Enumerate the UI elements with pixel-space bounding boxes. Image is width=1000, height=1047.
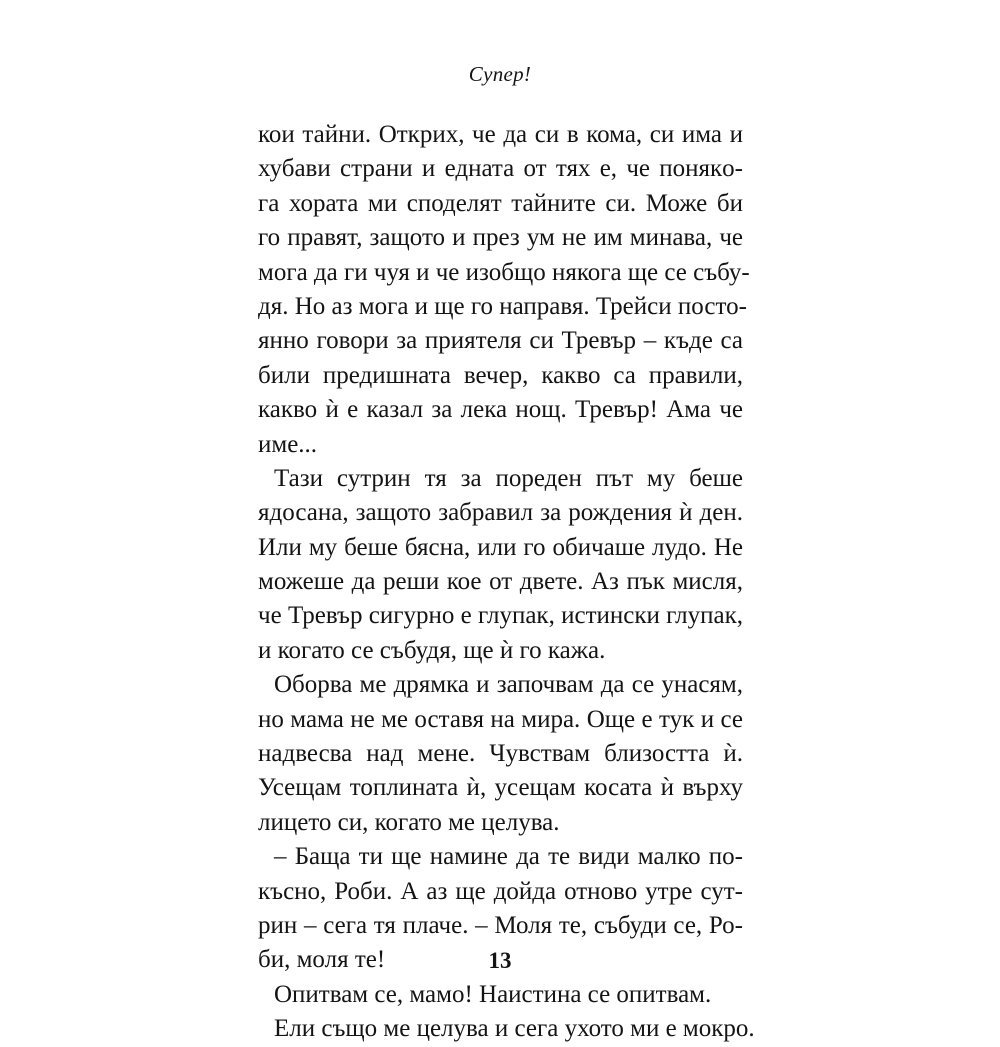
running-head: Супер! (468, 62, 532, 86)
text-line: какво ѝ е казал за лека нощ. Тревър! Ама че (258, 396, 743, 424)
text-line: и когато се събудя, ще ѝ го кажа. (258, 636, 606, 664)
page-number: 13 (488, 948, 512, 973)
paragraph-first-line: Опитвам се, мамо! Наистина се опитвам. (274, 980, 712, 1008)
paragraph-first-line: – Баща ти ще намине да те види малко по- (274, 843, 743, 871)
text-line: рин – сега тя плаче. – Моля те, събуди се, Ро- (258, 911, 743, 939)
text-line: Усещам топлината ѝ, усещам косата ѝ върху (258, 774, 743, 802)
text-line: име... (258, 430, 318, 458)
text-line: би, моля те! (258, 946, 386, 974)
paragraph-first-line: Ели също ме целува и сега ухото ми е мокро. (274, 1015, 755, 1043)
text-line: кои тайни. Открих, че да си в кома, си има и (258, 121, 743, 148)
text-line: янно говори за приятеля си Тревър – къде са (258, 327, 743, 355)
body-text (258, 118, 755, 1047)
text-line: но мама не ме оставя на мира. Още е тук и се (258, 705, 743, 733)
text-line: можеше да реши кое от двете. Аз пък мисля, (258, 568, 743, 596)
text-line: дя. Но аз мога и ще го направя. Трейси посто- (258, 292, 747, 320)
text-line: хубави страни и едната от тях е, че понякo- (258, 155, 743, 183)
paragraph-first-line: Оборва ме дрямка и започвам да се унасям, (274, 671, 743, 699)
text-line: били предишната вечер, какво са правили, (258, 361, 743, 389)
text-line: надвесва над мене. Чувствам близостта ѝ. (258, 740, 743, 768)
text-line: мога да ги чуя и че изобщо някога ще се събу- (258, 258, 750, 286)
text-line: Или му беше бясна, или го обичаше лудо. Не (258, 533, 743, 561)
text-line: лицето си, когато ме целува. (258, 808, 560, 836)
paragraph-first-line: Тази сутрин тя за пореден път му беше (274, 464, 743, 492)
text-line: ядосана, защото забравил за рождения ѝ ден. (258, 499, 743, 527)
text-line: че Тревър сигурно е глупак, истински глупак, (258, 602, 743, 630)
text-line: га хората ми споделят тайните си. Може би (258, 189, 743, 217)
text-line: го правят, защото и през ум не им минава, че (258, 224, 743, 252)
text-line: късно, Роби. А аз ще дойда отново утре сут- (258, 877, 743, 905)
